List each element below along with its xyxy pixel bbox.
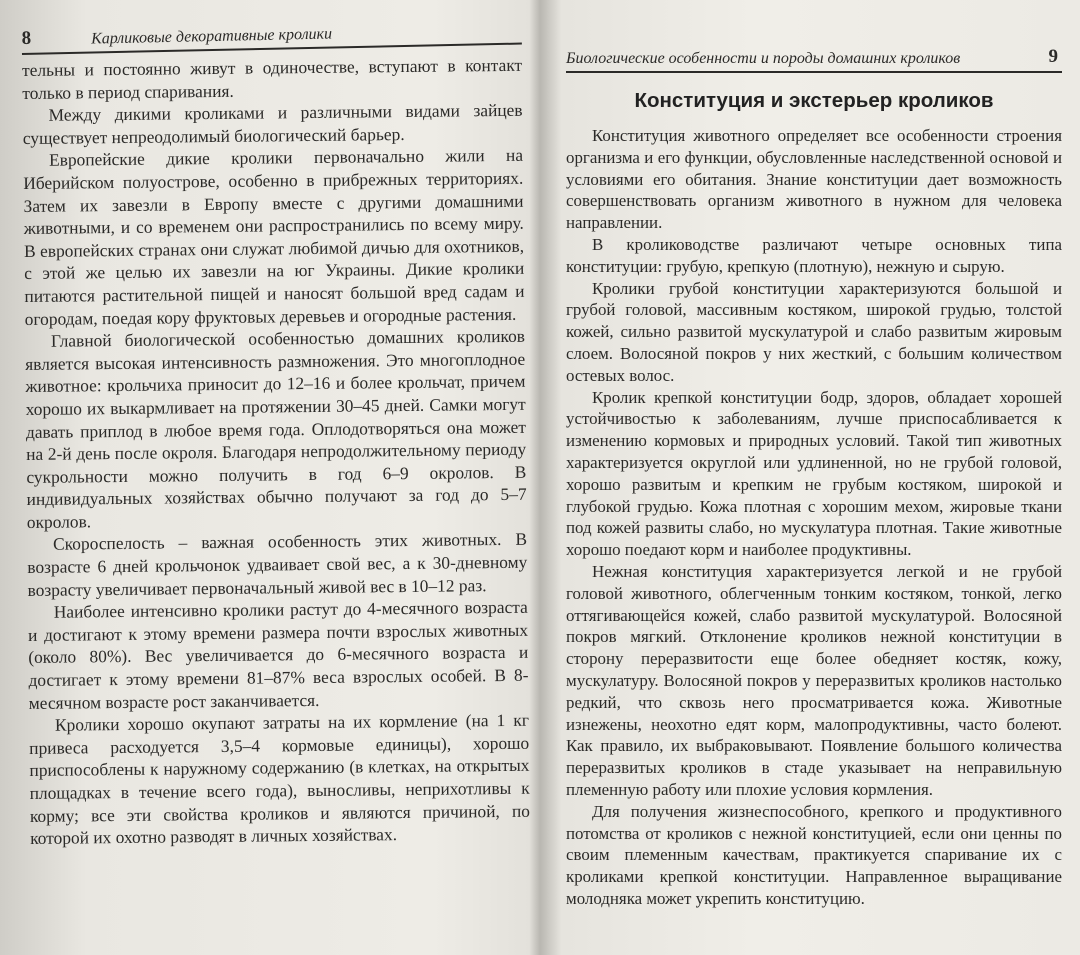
paragraph: В кролиководстве различают четыре основных типа конституции: грубую, крепкую (плотную), нежную и сырую. — [566, 234, 1062, 276]
right-page-number: 9 — [1048, 46, 1058, 67]
left-running-head — [21, 18, 521, 55]
paragraph: тельны и постоянно живут в одиночестве, вступают в контакт только в период спаривания. — [22, 54, 523, 103]
right-page — [548, 0, 1080, 955]
paragraph: Нежная конституция характеризуется легкой и не грубой головой животного, облегченным тонким костяком, тонкой, легко оттягивающейся кожей, слабо развитой мускулатурой. Волосяной покров мягкий. Отклонение кроликов нежной конституции в сторону переразвитости еще более обедняет костяк, кожу, мускулатуру. Волосяной покров у переразвитых кроликов настолько редкий, что сквозь него просматривается кожа. Животные изнежены, неохотно едят корм, малопродуктивны, часто болеют. Как правило, их выбраковывают. Появление большого количества переразвитых кроликов в стаде указывает на неправильную племенную работу или плохие условия кормления. — [566, 561, 1062, 799]
paragraph: Наиболее интенсивно кролики растут до 4-месячного возраста и достигают к этому времени размера почти взрослых животных (около 80%). Вес увеличивается до 6-месячного возраста и достигает к этому времени 81–87% веса взрослых особей. В 8-месячном возрасте рост заканчивается. — [27, 596, 529, 713]
paragraph: Скороспелость – важная особенность этих животных. В возрасте 6 дней крольчонок удваивает свой вес, а к 30-дневному возрасту увеличивает первоначальный живой вес в 10–12 раз. — [27, 529, 528, 600]
paragraph: Для получения жизнеспособного, крепкого и продуктивного потомства от кроликов с нежной конституцией, если они ценны по своим племенным качествам, практикуется спаривание их с кроликами крепкой конституции. Направленное выращивание молодняка может укрепить конституцию. — [566, 801, 1062, 908]
paragraph: Между дикими кроликами и различными видами зайцев существует непреодолимый биологический барьер. — [22, 99, 523, 148]
paragraph: Кролики грубой конституции характеризуются большой и грубой головой, массивным костяком, широкой грудью, толстой кожей, сильно развитой мускулатурой и слабо развитым жировым слоем. Волосяной покров у них жесткий, с большим количеством остевых волос. — [566, 278, 1062, 385]
right-running-head — [566, 46, 1062, 73]
section-title: Конституция и экстерьер кроликов — [634, 89, 994, 112]
left-running-head-title: Карликовые декоративные кролики — [91, 25, 333, 48]
paragraph: Главной биологической особенностью домашних кроликов является высокая интенсивность размножения. Это многоплодное животное: крольчиха приносит до 12–16 и более крольчат, причем хорошо их выкармливает на протяжении 30–45 дней. Самки могут давать приплод в любое время года. Оплодотворяться она может на 2-й день после окроля. Благодаря непродолжительному периоду сукрольности можно получить в год 6–9 окролов. В индивидуальных хозяйствах обычно получают за год до 5–7 окролов. — [25, 325, 527, 532]
paragraph: Конституция животного определяет все особенности строения организма и его функции, обусловленные наследственной основой и условиями его обитания. Знание конституции дает возможность совершенствовать организм животного в нужном для человека направлении. — [566, 126, 1062, 233]
right-body-text — [566, 125, 1062, 910]
left-page-number: 8 — [21, 27, 32, 50]
right-running-head-title: Биологические особенности и породы домашних кроликов — [566, 50, 961, 67]
paragraph: Европейские дикие кролики первоначально жили на Иберийском полуострове, особенно в прибрежных территориях. Затем их завезли в Европу вместе с другими домашними животными, и со временем они распространились по всему миру. В европейских странах они служат любимой дичью для охотников, с этой же целью их завезли на юг Украины. Дикие кролики питаются растительной пищей и наносят большой вред садам и огородам, поедая кору фруктовых деревьев и огородные растения. — [23, 145, 525, 329]
paragraph: Кролики хорошо окупают затраты на их кормление (на 1 кг привеса расходуется 3,5–4 кормовые единицы), хорошо приспособлены к наружному содержанию (в клетках, на открытых площадках в течение всего года), выносливы, неприхотливы к корму; все эти свойства кроликов и являются причиной, по которой их охотно разводят в личных хозяйствах. — [29, 709, 531, 849]
paragraph: Кролик крепкой конституции бодр, здоров, обладает хорошей устойчивостью к заболеваниям, лучше приспосабливается к изменению кормовых и природных условий. Такой тип животных характеризуется округлой или удлиненной, но не грубой головой, хорошо развитым и крепким не грубым костяком, широкой и глубокой грудью. Кожа плотная с хорошим мехом, жировые ткани под кожей развиты слабо, но мускулатура плотная. Такие животные хорошо поедают корм и наиболее продуктивны. — [566, 387, 1062, 560]
left-body-text — [22, 54, 530, 850]
